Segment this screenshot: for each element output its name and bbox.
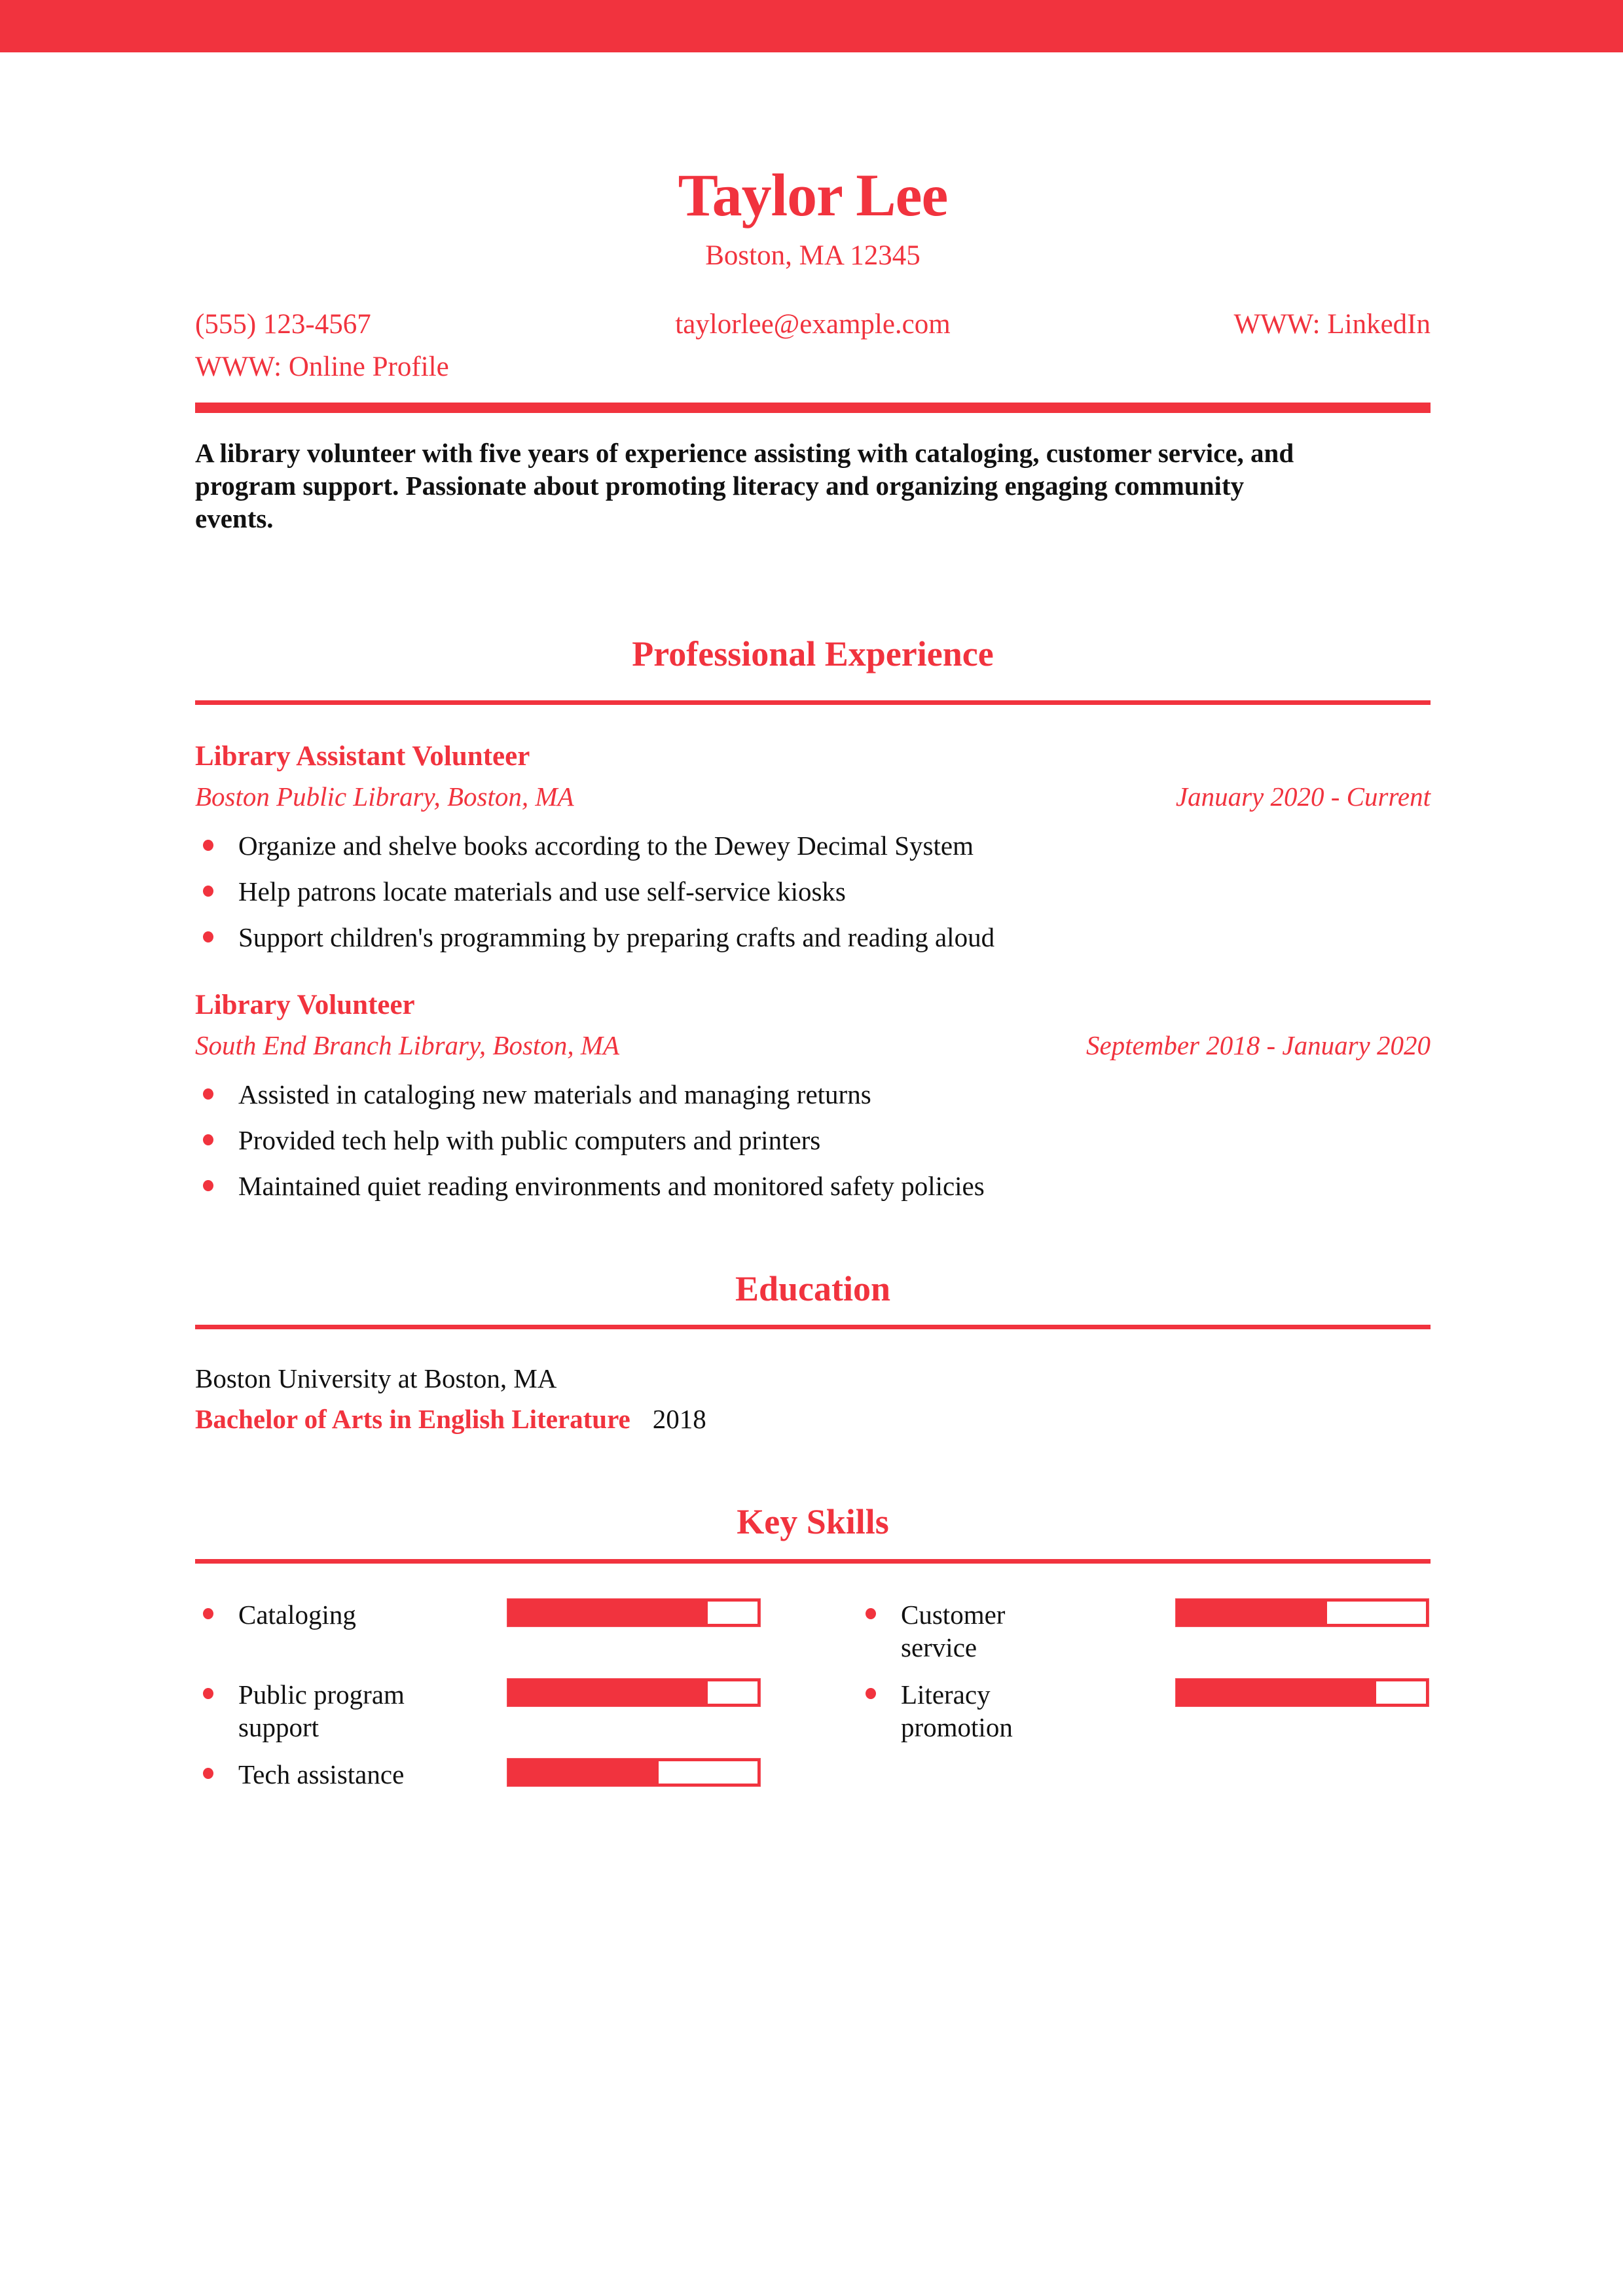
job-title: Library Volunteer	[195, 990, 415, 1020]
bullet-icon	[203, 1608, 213, 1619]
list-item	[195, 921, 1431, 954]
skills-section-heading: Key Skills	[737, 1502, 889, 1541]
skill-progress-bar	[507, 1598, 761, 1627]
skills-column-right	[858, 1598, 1427, 1838]
job-entry	[195, 739, 1431, 954]
job-dates: January 2020 - Current	[1175, 781, 1431, 812]
summary-paragraph: A library volunteer with five years of experience assisting with cataloging, customer service, and program support. Passionate about promoting literacy and organizing engaging community events.	[195, 438, 1294, 533]
skills-divider	[195, 1559, 1431, 1564]
job-company: South End Branch Library, Boston, MA	[195, 1030, 620, 1060]
bullet-text: Help patrons locate materials and use self-service kiosks	[238, 876, 846, 906]
bullet-icon	[203, 1088, 213, 1100]
education-school: Boston University at Boston, MA	[195, 1363, 557, 1393]
list-item	[195, 829, 1431, 862]
skill-row	[195, 1678, 760, 1758]
education-year: 2018	[652, 1404, 706, 1434]
bullet-icon	[203, 886, 213, 897]
header-divider	[195, 403, 1431, 413]
email-link[interactable]: taylorlee@example.com	[675, 309, 951, 340]
skill-progress-bar	[1175, 1678, 1429, 1707]
online-profile-link[interactable]: WWW: Online Profile	[195, 351, 449, 382]
skill-label: Cataloging	[238, 1600, 356, 1630]
skill-row	[195, 1758, 760, 1838]
skill-label: Tech assistance	[238, 1759, 405, 1789]
bullet-text: Maintained quiet reading environments and monitored safety policies	[238, 1171, 985, 1201]
bullet-icon	[203, 931, 213, 942]
skill-progress-empty	[1376, 1681, 1426, 1704]
skill-progress-bar	[507, 1758, 761, 1787]
job-bullet-list	[195, 829, 1431, 954]
bullet-icon	[203, 1180, 213, 1191]
bullet-icon	[203, 1768, 213, 1779]
bullet-icon	[866, 1608, 876, 1619]
job-entry	[195, 988, 1431, 1202]
linkedin-link[interactable]: WWW: LinkedIn	[1233, 309, 1431, 340]
skill-row	[858, 1678, 1427, 1758]
bullet-text: Provided tech help with public computers and printers	[238, 1125, 821, 1155]
bullet-text: Organize and shelve books according to the Dewey Decimal System	[238, 831, 974, 861]
bullet-icon	[203, 1134, 213, 1145]
resume-content	[0, 162, 1623, 1838]
person-name: Taylor Lee	[678, 162, 948, 228]
skill-progress-empty	[708, 1681, 757, 1704]
skill-progress-empty	[1327, 1602, 1426, 1624]
job-dates: September 2018 - January 2020	[1085, 1030, 1431, 1060]
experience-divider	[195, 700, 1431, 705]
skill-progress-empty	[659, 1761, 757, 1784]
skill-progress-bar	[1175, 1598, 1429, 1627]
job-meta-row	[195, 1029, 1431, 1062]
contact-row	[195, 308, 1431, 340]
list-item	[195, 875, 1431, 908]
education-degree-row	[195, 1403, 1431, 1435]
person-location: Boston, MA 12345	[705, 240, 921, 271]
skill-label: Customer service	[901, 1600, 1006, 1662]
skill-row	[858, 1598, 1427, 1678]
job-bullet-list	[195, 1078, 1431, 1202]
bullet-text: Assisted in cataloging new materials and managing returns	[238, 1079, 871, 1109]
skill-progress-empty	[708, 1602, 757, 1624]
job-title: Library Assistant Volunteer	[195, 741, 530, 772]
education-section-heading: Education	[735, 1269, 891, 1308]
list-item	[195, 1124, 1431, 1157]
skill-progress-bar	[507, 1678, 761, 1707]
skill-label: Public program support	[238, 1679, 405, 1742]
bullet-icon	[866, 1688, 876, 1699]
education-divider	[195, 1325, 1431, 1329]
bullet-text: Support children's programming by preparing crafts and reading aloud	[238, 922, 995, 952]
skill-row	[195, 1598, 760, 1678]
skills-grid	[195, 1598, 1431, 1838]
education-degree: Bachelor of Arts in English Literature	[195, 1404, 630, 1434]
skill-label: Literacy promotion	[901, 1679, 1013, 1742]
bullet-icon	[203, 840, 213, 851]
job-meta-row	[195, 780, 1431, 814]
experience-section-heading: Professional Experience	[632, 634, 994, 673]
job-company: Boston Public Library, Boston, MA	[195, 781, 574, 812]
list-item	[195, 1078, 1431, 1111]
skills-column-left	[195, 1598, 760, 1838]
list-item	[195, 1170, 1431, 1202]
top-accent-banner	[0, 0, 1623, 52]
bullet-icon	[203, 1688, 213, 1699]
phone-number: (555) 123-4567	[195, 309, 371, 340]
